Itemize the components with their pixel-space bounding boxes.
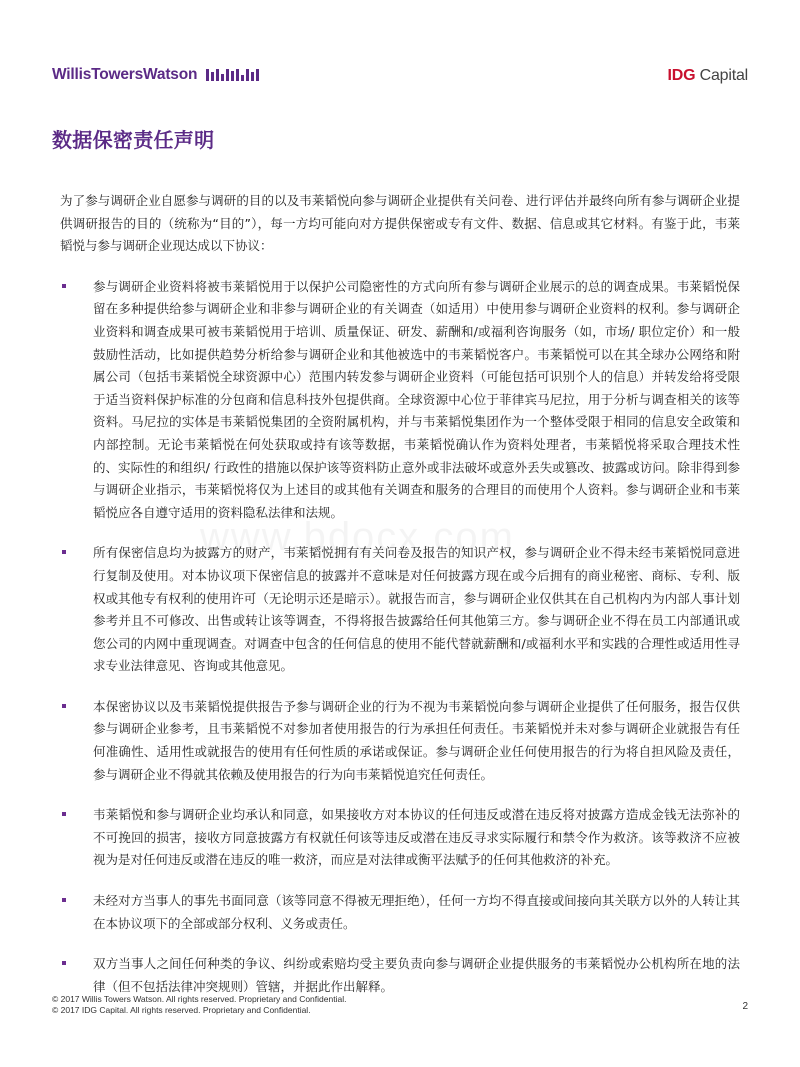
willis-towers-watson-logo — [52, 66, 262, 84]
clause-item — [60, 890, 740, 935]
clause-list — [60, 276, 740, 999]
page-header — [0, 0, 800, 100]
document-body — [60, 190, 740, 1016]
clause-item — [60, 696, 740, 786]
watermark — [200, 515, 515, 560]
clause-text: 所有保密信息均为披露方的财产，韦莱韬悦拥有有关问卷及报告的知识产权，参与调研企业不得未经韦莱韬悦同意进行复制及使用。对本协议项下保密信息的披露并不意味是对任何披露方现在或今后拥有的商业秘密、商标、专利、版权或其他专有权利的使用许可（无论明示还是暗示）。就报告而言，参与调研企业仅供其在自己机构内为内部人事计划参考并且不可修改、出售或转让该等调查，不得将报告披露给任何其他第三方。参与调研企业不得在员工内部通讯或您公司的内网中重现调查。对调查中包含的任何信息的使用不能代替就薪酬和/或福利水平和实践的合理性或适用性寻求专业法律意见、咨询或其他意见。 — [93, 545, 740, 674]
bullet-icon — [62, 550, 66, 554]
intro-paragraph: 为了参与调研企业自愿参与调研的目的以及韦莱韬悦向参与调研企业提供有关问卷、进行评估并最终向所有参与调研企业提供调研报告的目的（统称为“目的”），每一方均可能向对方提供保密或专有文件、数据、信息或其它材料。有鉴于此，韦莱韬悦与参与调研企业现达成以下协议： — [60, 193, 740, 254]
page-title: 数据保密责任声明 — [52, 128, 215, 152]
footer-line-idg: © 2017 IDG Capital. All rights reserved. Proprietary and Confidential. — [52, 1005, 311, 1015]
clause-item — [60, 953, 740, 998]
footer-line-wtw: © 2017 Willis Towers Watson. All rights reserved. Proprietary and Confidential. — [52, 994, 347, 1004]
wtw-bars-icon — [206, 69, 262, 81]
clause-item — [60, 804, 740, 872]
idg-logo-capital: Capital — [695, 67, 748, 84]
idg-capital-logo — [667, 67, 748, 85]
bullet-icon — [62, 961, 66, 965]
clause-text: 未经对方当事人的事先书面同意（该等同意不得被无理拒绝），任何一方均不得直接或间接向其关联方以外的人转让其在本协议项下的全部或部分权利、义务或责任。 — [93, 893, 740, 931]
bullet-icon — [62, 284, 66, 288]
clause-text: 双方当事人之间任何种类的争议、纠纷或索赔均受主要负责向参与调研企业提供服务的韦莱韬悦办公机构所在地的法律（但不包括法律冲突规则）管辖，并据此作出解释。 — [93, 956, 740, 994]
footer-copyright — [52, 994, 346, 1016]
bullet-icon — [62, 812, 66, 816]
clause-text: 本保密协议以及韦莱韬悦提供报告予参与调研企业的行为不视为韦莱韬悦向参与调研企业提供了任何服务，报告仅供参与调研企业参考，且韦莱韬悦不对参加者使用报告的行为承担任何责任。韦莱韬悦并未对参与调研企业就报告有任何准确性、适用性或就报告的使用有任何性质的承诺或保证。参与调研企业任何使用报告的行为将自担风险及责任，参与调研企业不得就其依赖及使用报告的行为向韦莱韬悦追究任何责任。 — [93, 698, 740, 782]
wtw-logo-text: WillisTowersWatson — [52, 66, 198, 83]
clause-item — [60, 542, 740, 678]
idg-logo-idg: IDG — [667, 67, 696, 84]
bullet-icon — [62, 704, 66, 708]
page-number: 2 — [742, 1001, 748, 1012]
clause-item — [60, 276, 740, 525]
clause-text: 韦莱韬悦和参与调研企业均承认和同意，如果接收方对本协议的任何违反或潜在违反将对披露方造成金钱无法弥补的不可挽回的损害，接收方同意披露方有权就任何该等违反或潜在违反寻求实际履行和禁令作为救济。该等救济不应被视为是对任何违反或潜在违反的唯一救济，而应是对法律或衡平法赋予的任何其他救济的补充。 — [93, 807, 740, 868]
clause-text: 参与调研企业资料将被韦莱韬悦用于以保护公司隐密性的方式向所有参与调研企业展示的总的调查成果。韦莱韬悦保留在多种提供给参与调研企业和非参与调研企业的有关调查（如适用）中使用参与调研企业资料的权利。参与调研企业资料和调查成果可被韦莱韬悦用于培训、质量保证、研发、薪酬和/或福利咨询服务（如，市场/ 职位定价）和一般鼓励性活动，比如提供趋势分析给参与调研企业和其他被选中的韦莱韬悦客户。韦莱韬悦可以在其全球办公网络和附属公司（包括韦莱韬悦全球资源中心）范围内转发参与调研企业资料（可能包括可识别个人的信息）并转发给将受限于适当资料保护标准的分包商和信息科技外包提供商。全球资源中心位于菲律宾马尼拉，用于分析与调查相关的该等资料。马尼拉的实体是韦莱韬悦集团的全资附属机构，并与韦莱韬悦集团作为一个整体受限于相同的信息安全政策和内部控制。无论韦莱韬悦在何处获取或持有该等数据，韦莱韬悦确认作为资料处理者，韦莱韬悦将采取合理技术性的、实际性的和组织/ 行政性的措施以保护该等资料防止意外或非法破坏或意外丢失或篡改、披露或访问。除非得到参与调研企业指示，韦莱韬悦将仅为上述目的或其他有关调查和服务的合理目的而使用个人资料。参与调研企业和韦莱韬悦应各自遵守适用的资料隐私法律和法规。 — [93, 278, 740, 520]
idg-logo-text — [667, 67, 748, 85]
bullet-icon — [62, 898, 66, 902]
